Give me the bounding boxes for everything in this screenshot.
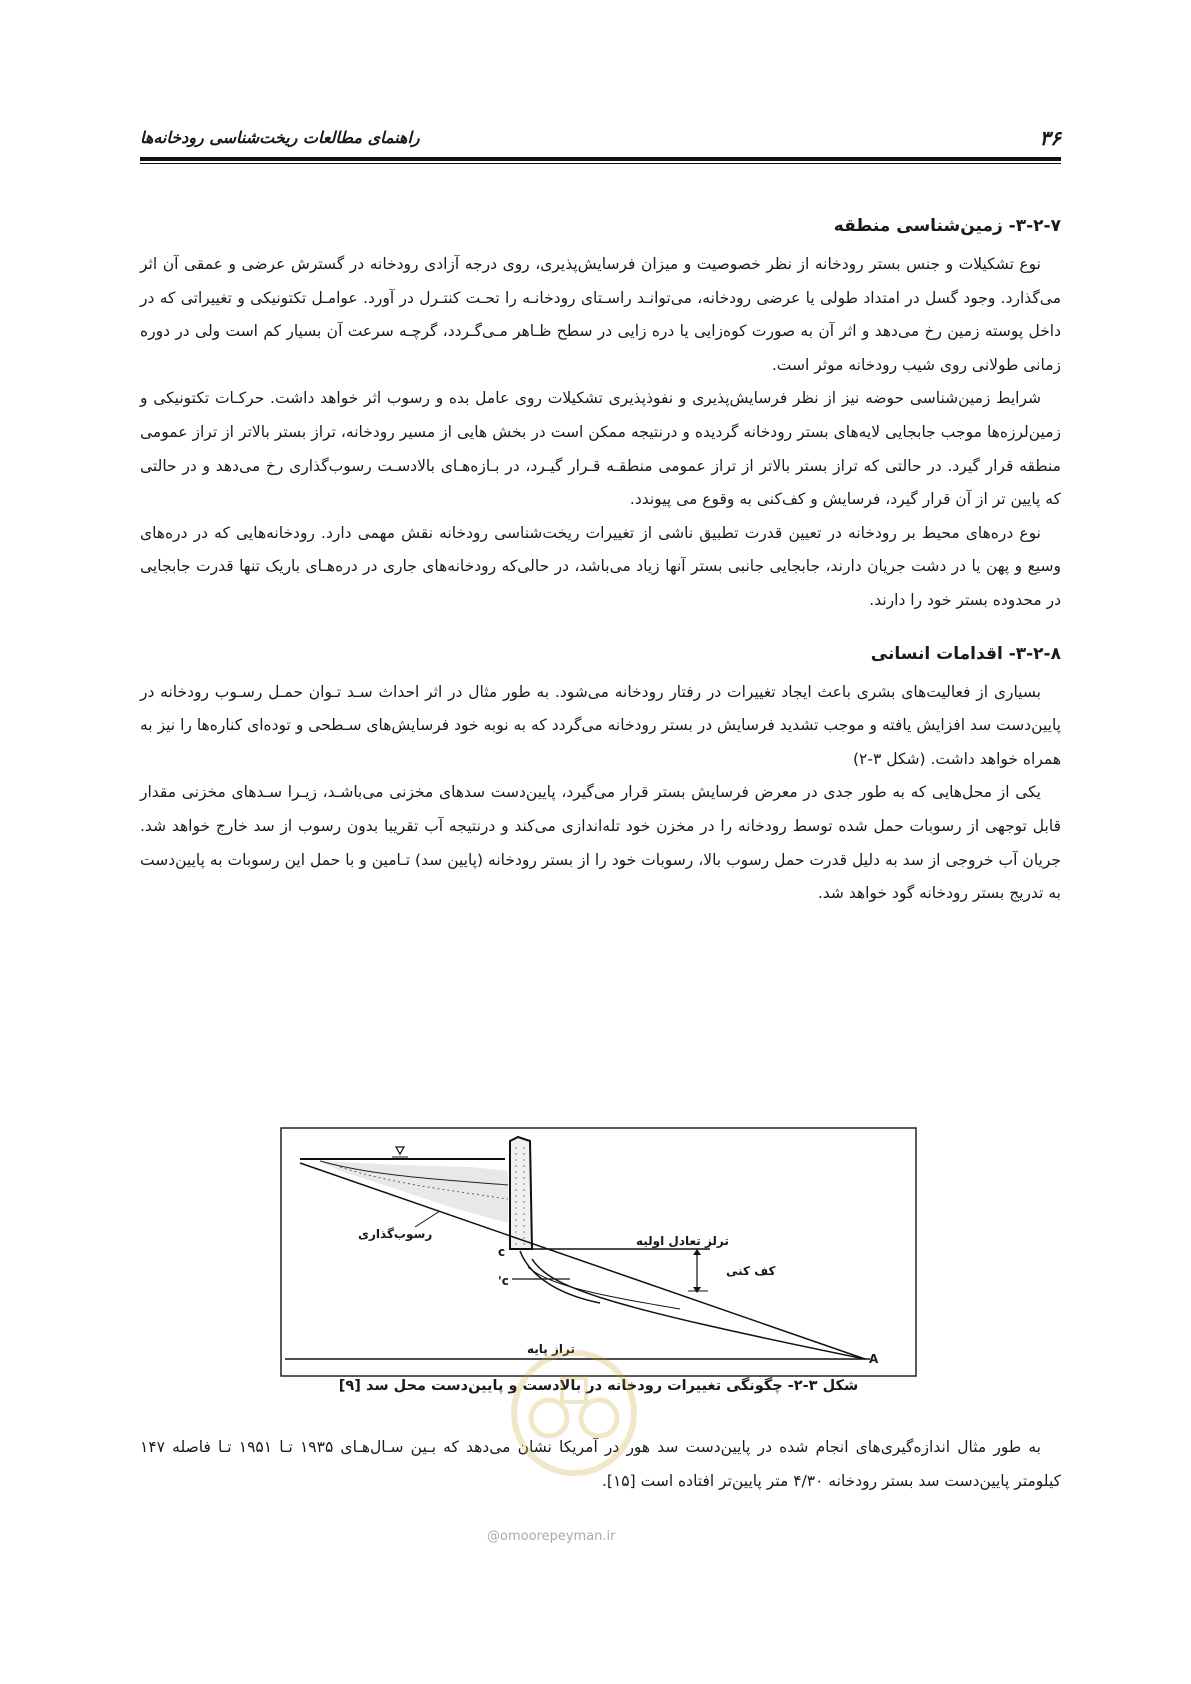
label-c-prime: c' <box>498 1274 509 1288</box>
watermark-url: @omoorepeyman.ir <box>487 1529 616 1544</box>
label-sedimentation: رسوب‌گذاری <box>358 1227 433 1241</box>
paragraph: بسیاری از فعالیت‌های بشری باعث ایجاد تغییرات در رفتار رودخانه می‌شود. به طور مثال در اثر احداث سـد تـوان حمـل رسـوب رودخانه در پایین‌دست سد افزایش یافته و موجب تشدید فرسایش در بستر رودخانه می‌گردد که به نوبه خود فرسایش‌های سـطحی و توده‌ای کناره‌ها را نیز به همراه خواهد داشت. (شکل ۳-۲) <box>140 682 1061 768</box>
running-header <box>140 126 1061 152</box>
label-degradation: کف کنی <box>726 1264 776 1278</box>
paragraph: شرایط زمین‌شناسی حوضه نیز از نظر فرسایش‌پذیری و نفوذپذیری تشکیلات روی عامل بده و رسوب اثر خواهد داشت. حرکـات تکتونیکی و زمین‌لرزه‌ها موجب جابجایی لایه‌های بستر رودخانه گردیده و درنتیجه ممکن است در بخش هایی از مسیر رودخانه، تراز بستر بالاتر از تراز عمومی منطقه قرار گیرد. در حالتی که تراز بستر بالاتر از تراز عمومی منطقـه قـرار گیـرد، در بـازه‌هـای بالادسـت رسوب‌گذاری رخ می‌دهد و در حالتی که پایین تر از آن قرار گیرد، فرسایش و کف‌کنی به وقوع می پیوندد. <box>140 389 1061 509</box>
label-a: A <box>869 1352 879 1366</box>
paragraph: یکی از محل‌هایی که به طور جدی در معرض فرسایش بستر قرار می‌گیرد، پایین‌دست سدهای مخزنی می‌باشـد، زیـرا سـدهای مخزنی مقدار قابل توجهی از رسوبات حمل شده توسط رودخانه را در مخزن خود تله‌اندازی می‌کند و درنتیجه آب تقریبا بدون رسوب از سد خارج خواهد شد. جریان آب خروجی از سد به دلیل قدرت حمل رسوب بالا، رسوبات خود را از بستر رودخانه (پایین سد) تـامین و با حمل این رسوبات به پایین‌دست به تدریج بستر رودخانه گود خواهد شد. <box>140 783 1061 903</box>
label-initial-equilibrium: ترلز تعادل اولیه <box>636 1234 729 1248</box>
sediment-deposit <box>320 1161 508 1223</box>
label-base-level: تراز پایه <box>527 1342 575 1356</box>
section-heading-human-actions: ۳-۲-۸- اقدامات انسانی <box>870 643 1061 664</box>
dam-body <box>510 1137 532 1249</box>
paragraph: به طور مثال اندازه‌گیری‌های انجام شده در پایین‌دست سد هور در آمریکا نشان می‌دهد که بـین سـال‌هـای ۱۹۳۵ تـا ۱۹۵۱ تـا فاصله ۱۴۷ کیلومتر پایین‌دست سد بستر رودخانه ۴/۳۰ متر پایین‌تر افتاده است [۱۵]. <box>140 1438 1061 1490</box>
paragraph: نوع دره‌های محیط بر رودخانه در تعیین قدرت تطبیق ناشی از تغییرات ریخت‌شناسی رودخانه نقش مهمی دارد. رودخانه‌هایی که در دره‌های وسیع و پهن یا در دشت جریان دارند، جابجایی جانبی بستر آنها زیاد می‌باشد، در حالی‌که رودخانه‌های جاری در دره‌هـای باریک تنها قدرت جابجایی در محدوده بستر خود را دارند. <box>140 523 1061 609</box>
label-c: c <box>498 1245 506 1259</box>
paragraph: نوع تشکیلات و جنس بستر رودخانه از نظر خصوصیت و میزان فرسایش‌پذیری، روی درجه آزادی رودخانه در گسترش عرضی و عمقی آن اثر می‌گذارد. وجود گسل در امتداد طولی یا عرضی رودخانه، می‌توانـد راسـتای رودخانـه را تحـت کنتـرل در آورد. عوامـل تکتونیکی و تغییراتی که در داخل پوسته زمین رخ می‌دهد و اثر آن به صورت کوه‌زایی یا دره زایی در سطح ظـاهر مـی‌گـردد، گرچـه سرعت آن بسیار کم است ولی در دوره زمانی طولانی روی شیب رودخانه موثر است. <box>140 255 1061 374</box>
header-rule-thin <box>140 163 1061 164</box>
water-level-icon <box>396 1147 404 1154</box>
main-content <box>140 210 1061 911</box>
header-rule <box>140 157 1061 161</box>
watermark-logo <box>474 1318 674 1478</box>
section-heading-geology: ۳-۲-۷- زمین‌شناسی منطقه <box>833 216 1061 236</box>
page-number: ۳۶ <box>1039 126 1061 150</box>
figure-caption: شکل ۳-۲- چگونگی تغییرات رودخانه در بالادست و پایین‌دست محل سد [۹] <box>338 1378 859 1394</box>
book-title: راهنمای مطالعات ریخت‌شناسی رودخانه‌ها <box>140 128 420 147</box>
